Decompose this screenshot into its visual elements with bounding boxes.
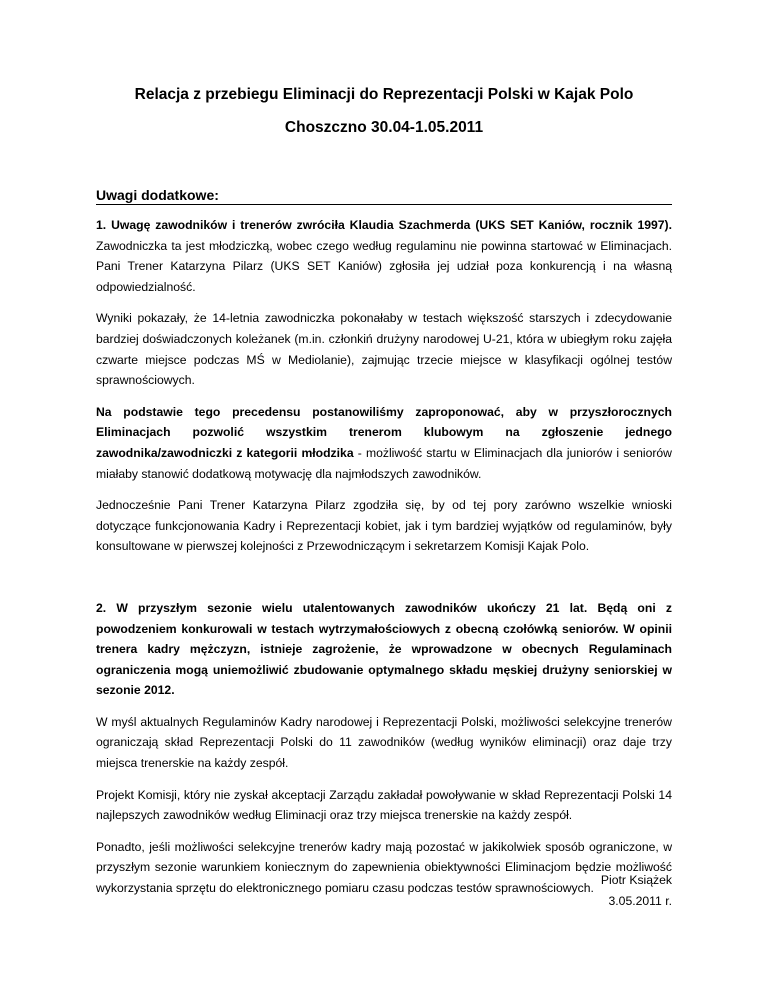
document-title: Relacja z przebiegu Eliminacji do Reprezentacji Polski w Kajak Polo <box>134 86 634 103</box>
paragraph-4: Jednocześnie Pani Trener Katarzyna Pilarz zgodziła się, by od tej pory zarówno wszelkie wnioski dotyczące funkcjonowania Kadry i Reprezentacji kobiet, jak i tym bardziej wyjątków od regulaminów, były konsultowane w pierwszej kolejności z Przewodniczącym i sekretarzem Komisji Kajak Polo. <box>96 498 672 554</box>
signature-date: 3.05.2011 r. <box>608 893 672 908</box>
paragraph-1 <box>96 215 672 297</box>
paragraph-2: Wyniki pokazały, że 14-letnia zawodniczka pokonałaby w testach większość starszych i zdecydowanie bardziej doświadczonych koleżanek (m.in. członkiń drużyny narodowej U-21, która w ubiegłym roku zajęła czwarte miejsce podczas MŚ w Mediolanie), zajmując trzecie miejsce w klasyfikacji ogólnej testów sprawnościowych. <box>96 311 672 388</box>
signature-name: Piotr Książek <box>600 873 672 887</box>
section-heading: Uwagi dodatkowe: <box>96 187 672 205</box>
paragraph-6: W myśl aktualnych Regulaminów Kadry narodowej i Reprezentacji Polski, możliwości selekcyjne trenerów ograniczają skład Reprezentacji Polski do 11 zawodników (według wyników eliminacji) oraz daje trzy miejsca trenerskie na każdy zespół. <box>96 714 672 771</box>
signature-block <box>601 870 672 911</box>
paragraph-5: 2. W przyszłym sezonie wielu utalentowanych zawodników ukończy 21 lat. Będą oni z powodzeniem konkurowali w testach wytrzymałościowych z obecną czołówką seniorów. W opinii trenera kadry mężczyzn, istnieje zagrożenie, że wprowadzone w obecnych Regulaminach ograniczenia mogą uniemożliwić zbudowanie optymalnego składu męskiej drużyny seniorskiej w sezonie 2012. <box>96 600 672 698</box>
document-subtitle: Choszczno 30.04-1.05.2011 <box>284 119 484 136</box>
paragraph-7: Projekt Komisji, który nie zyskał akceptacji Zarządu zakładał powoływanie w skład Reprezentacji Polski 14 najlepszych zawodników według Eliminacji oraz trzy miejsca trenerskie na każdy zespół. <box>96 787 672 823</box>
paragraph-3-bold: Na podstawie tego precedensu postanowiliśmy zaproponować, aby w przyszłorocznych Eliminacjach pozwolić wszystkim trenerom klubowym na zgłoszenie jednego zawodnika/zawodniczki z kategorii młodzika <box>96 404 672 460</box>
paragraph-8: Ponadto, jeśli możliwości selekcyjne trenerów kadry mają pozostać w jakikolwiek sposób ograniczone, w przyszłym sezonie warunkiem koniecznym do zapewnienia obiektywności Eliminacjom będzie możliwość wykorzystania sprzętu do elektronicznego pomiaru czasu podczas testów sprawnościowych. <box>96 839 672 896</box>
paragraph-spacer <box>96 568 672 598</box>
paragraph-1-text: Zawodniczka ta jest młodziczką, wobec czego według regulaminu nie powinna startować w Eliminacjach. Pani Trener Katarzyna Pilarz (UKS SET Kaniów) zgłosiła jej udział poza konkurencją i na własną odpowiedzialność. <box>96 238 672 294</box>
paragraph-3-text: - możliwość startu w Eliminacjach dla juniorów i seniorów miałaby stanowić dodatkową motywację dla najmłodszych zawodników. <box>96 445 672 481</box>
paragraph-1-bold: 1. Uwagę zawodników i trenerów zwróciła Klaudia Szachmerda (UKS SET Kaniów, rocznik 1997). <box>96 218 672 232</box>
document-body <box>96 215 672 910</box>
paragraph-3 <box>96 402 672 484</box>
